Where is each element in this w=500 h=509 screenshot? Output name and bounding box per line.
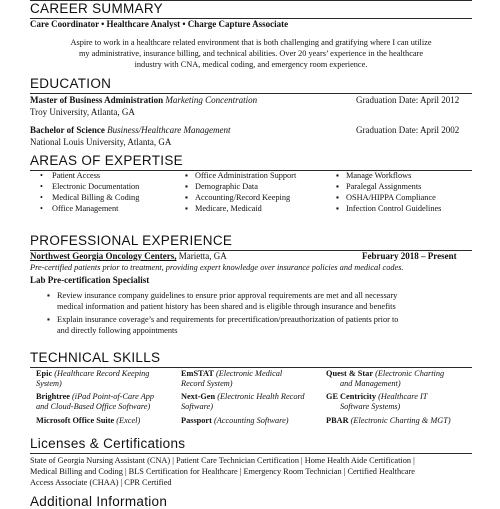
skill-name: EmSTAT [181,369,214,378]
job-title: Lab Pre-certification Specialist [30,275,150,285]
licenses-divider [30,453,472,454]
career-summary-line-1: Aspire to work in a healthcare related environment that is both challenging and gratifying where I can utilize [70,38,432,47]
skill-desc: (Accounting Software) [213,416,289,425]
skill-desc: (Electronic Charting & MGT) [350,416,451,425]
expertise-item: ▪ Manage Workflows [336,171,441,182]
skill-desc: (iPad Point-of-Care App [72,392,155,401]
section-heading-licenses: Licenses & Certifications [30,436,186,451]
degree-field: Marketing Concentration [165,95,258,105]
section-heading-career-summary: CAREER SUMMARY [30,1,163,16]
degree-field: Business/Healthcare Management [107,125,231,135]
skill-passport [181,416,289,426]
education-entry-2-date: Graduation Date: April 2002 [356,125,460,135]
skill-desc: (Electronic Health Record [217,392,305,401]
skill-name: PBAR [326,416,349,425]
skill-name: GE Centricity [326,392,377,401]
skill-desc: (Healthcare Record Keeping [54,369,150,378]
expertise-item: ▪ Accounting/Record Keeping [185,193,296,204]
bullet-line: ▪ Review insurance company guidelines to ensure prior approval requirements are met and all necessary [47,291,397,302]
skill-name: Epic [36,369,53,378]
section-heading-experience: PROFESSIONAL EXPERIENCE [30,233,233,248]
education-entry-2-degree [30,125,230,136]
experience-bullet-2 [47,315,398,337]
degree-name: Bachelor of Science [30,125,105,135]
expertise-item: ▪ Office Administration Support [185,171,296,182]
skill-brightree [36,392,154,412]
skill-ge-centricity [326,392,427,412]
skill-desc-continued: System) [36,379,62,388]
expertise-column-2 [185,171,296,215]
expertise-column-1 [40,171,139,215]
skill-desc: (Electronic Charting [375,369,445,378]
expertise-item: ▪ OSHA/HIPPA Compliance [336,193,441,204]
skill-desc-continued: and Cloud-Based Office Software) [36,402,151,411]
expertise-item: ▪ Paralegal Assignments [336,182,441,193]
licenses-line-3: Access Associate (CHAA) | CPR Certified [30,478,172,487]
skill-desc: (Electronic Medical [215,369,283,378]
skill-microsoft-office [36,416,140,426]
education-entry-1-school: Troy University, Atlanta, GA [30,107,135,117]
skill-name: Microsoft Office Suite [36,416,115,425]
skill-desc: (Excel) [116,416,141,425]
skill-name: Brightree [36,392,70,401]
expertise-item: • Electronic Documentation [40,182,139,193]
expertise-item: • Patient Access [40,171,139,182]
experience-intro: Pre-certified patients prior to treatment, providing expert knowledge over insurance policies and medical codes. [30,263,404,272]
employer-location: Marietta, GA [178,251,227,261]
skill-name: Passport [181,416,212,425]
expertise-item: • Medical Billing & Coding [40,193,139,204]
skill-emstat [181,369,282,389]
section-heading-education: EDUCATION [30,76,112,91]
education-divider [30,93,472,94]
licenses-line-2: Medical Billing and Coding | BLS Certification for Healthcare | Emergency Room Technician | Certified Healthcare [30,467,415,476]
bullet-line-continued: and directly following appointments [57,326,178,335]
section-heading-expertise: AREAS OF EXPERTISE [30,153,183,168]
employer-name: Northwest Georgia Oncology Centers, [30,251,177,261]
bullet-line: ▪ Explain insurance coverage’s and requirements for precertification/preauthorization of patients prior to [47,315,398,326]
technical-divider [30,367,472,368]
expertise-item: ▪ Medicare, Medicaid [185,204,296,215]
skill-quest-star [326,369,444,389]
skill-desc-continued: Software Systems) [340,402,401,411]
career-summary-line-2: my administrative, insurance billing, and technical abilities. Over 20 years’ experience in the healthcare [78,49,424,58]
skill-name: Next-Gen [181,392,216,401]
licenses-line-1: State of Georgia Nursing Assistant (CNA) | Patient Care Technician Certification | Home Health Aide Certification | [30,456,415,465]
education-entry-1-date: Graduation Date: April 2012 [356,95,460,105]
expertise-item: ▪ Demographic Data [185,182,296,193]
skill-name: Quest & Star [326,369,374,378]
skill-desc-continued: Record System) [181,379,233,388]
expertise-column-3 [336,171,441,215]
skill-desc-continued: Software) [181,402,213,411]
skill-pbar [326,416,451,426]
section-heading-technical-skills: TECHNICAL SKILLS [30,350,161,365]
bullet-line-continued: medical information and patient history has been shared and is eligible through insurance and benefits [57,302,396,311]
skill-desc: (Healthcare IT [378,392,428,401]
skill-next-gen [181,392,305,412]
expertise-item: ▪ Infection Control Guidelines [336,204,441,215]
degree-name: Master of Business Administration [30,95,164,105]
education-entry-1-degree [30,95,257,106]
expertise-item: • Office Management [40,204,139,215]
career-roles: Care Coordinator • Healthcare Analyst • Charge Capture Associate [30,19,289,29]
experience-bullet-1 [47,291,397,313]
career-summary-line-3: industry with CNA, medical coding, and emergency room experience. [134,60,368,69]
skill-desc-continued: and Management) [340,379,401,388]
experience-dates: February 2018 – Present [362,251,457,261]
skill-epic [36,369,149,389]
education-entry-2-school: National Louis University, Atlanta, GA [30,137,172,147]
experience-employer-line [30,251,227,262]
section-heading-additional-info-partial: Additional Information [30,494,168,509]
